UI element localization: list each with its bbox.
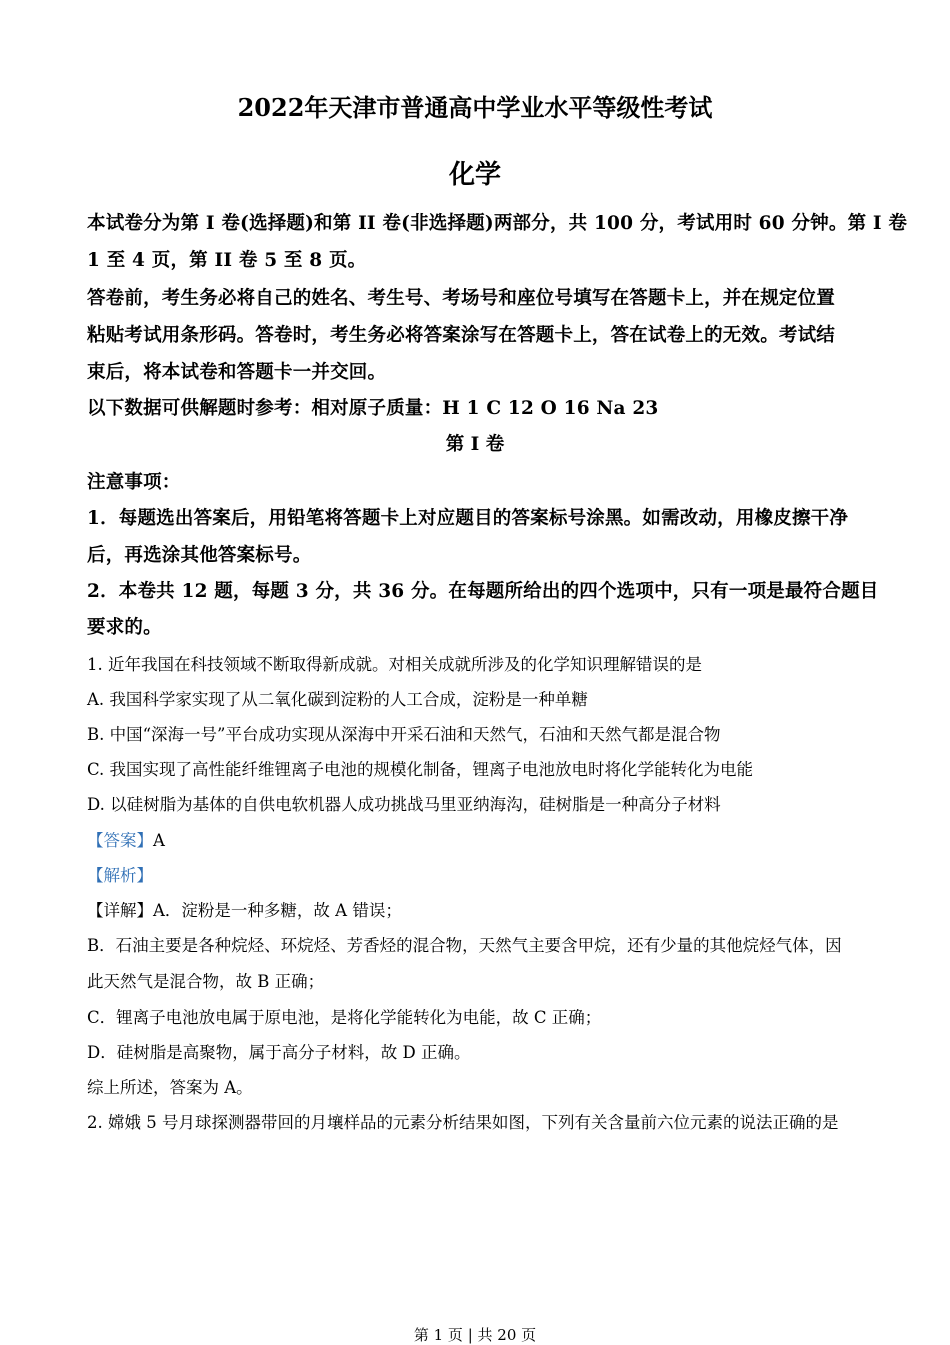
exam-title: 2022年天津市普通高中学业水平等级性考试 xyxy=(237,93,713,122)
analysis-tag: 【解析】 xyxy=(87,866,153,885)
answer-line xyxy=(87,827,165,851)
note-line: 1．每题选出答案后，用铅笔将答题卡上对应题目的答案标号涂黑。如需改动，用橡皮擦干净 xyxy=(87,508,849,529)
intro-line: 本试卷分为第 I 卷(选择题)和第 II 卷(非选择题)两部分，共 100 分，考试用时 60 分钟。第 I 卷 xyxy=(87,213,908,234)
notes-title: 注意事项： xyxy=(87,472,181,493)
detail-line: B．石油主要是各种烷烃、环烷烃、芳香烃的混合物，天然气主要含甲烷，还有少量的其他烷烃气体，因 xyxy=(87,936,842,955)
question-1-stem: 1. 近年我国在科技领域不断取得新成就。对相关成就所涉及的化学知识理解错误的是 xyxy=(87,655,702,674)
detail-line: 【详解】A．淀粉是一种多糖，故 A 错误； xyxy=(87,901,402,920)
intro-line: 答卷前，考生务必将自己的姓名、考生号、考场号和座位号填写在答题卡上，并在规定位置 xyxy=(87,288,836,309)
answer-value: A xyxy=(153,831,165,850)
question-2-stem: 2. 嫦娥 5 号月球探测器带回的月壤样品的元素分析结果如图，下列有关含量前六位元素的说法正确的是 xyxy=(87,1113,839,1132)
intro-line: 粘贴考试用条形码。答卷时，考生务必将答案涂写在答题卡上，答在试卷上的无效。考试结 xyxy=(87,325,836,346)
intro-line: 束后，将本试卷和答题卡一并交回。 xyxy=(87,362,387,383)
note-line: 要求的。 xyxy=(87,617,162,638)
intro-line: 1 至 4 页，第 II 卷 5 至 8 页。 xyxy=(87,250,367,271)
answer-tag: 【答案】 xyxy=(87,831,153,850)
detail-line: 此天然气是混合物，故 B 正确； xyxy=(87,972,325,991)
option-d: D. 以硅树脂为基体的自供电软机器人成功挑战马里亚纳海沟，硅树脂是一种高分子材料 xyxy=(87,795,721,814)
note-line: 2．本卷共 12 题，每题 3 分，共 36 分。在每题所给出的四个选项中，只有一项是最符合题目 xyxy=(87,581,879,602)
page-footer: 第 1 页 | 共 20 页 xyxy=(413,1326,537,1344)
option-a: A. 我国科学家实现了从二氧化碳到淀粉的人工合成，淀粉是一种单糖 xyxy=(87,690,588,709)
subject-title: 化学 xyxy=(448,160,501,190)
section-heading: 第 I 卷 xyxy=(445,434,505,455)
atomic-mass-line: 以下数据可供解题时参考：相对原子质量：H 1 C 12 O 16 Na 23 xyxy=(87,398,659,419)
detail-line: D．硅树脂是高聚物，属于高分子材料，故 D 正确。 xyxy=(87,1043,471,1062)
option-b: B. 中国“深海一号”平台成功实现从深海中开采石油和天然气，石油和天然气都是混合物 xyxy=(87,725,721,744)
conclusion-line: 综上所述，答案为 A。 xyxy=(87,1078,253,1097)
note-line: 后，再选涂其他答案标号。 xyxy=(87,545,312,566)
detail-line: C．锂离子电池放电属于原电池，是将化学能转化为电能，故 C 正确； xyxy=(87,1008,602,1027)
option-c: C. 我国实现了高性能纤维锂离子电池的规模化制备，锂离子电池放电时将化学能转化为电能 xyxy=(87,760,754,779)
